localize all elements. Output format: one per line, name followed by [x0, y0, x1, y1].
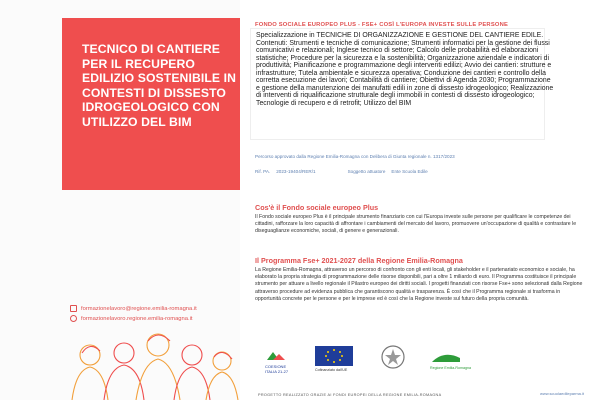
left-panel: [0, 0, 240, 400]
logos-bar: [255, 330, 585, 390]
svg-text:ITALIA 21-27: ITALIA 21-27: [265, 369, 289, 374]
title-box: [62, 18, 240, 190]
footer-note: PROGETTO REALIZZATO GRAZIE AI FONDI EUROPEI DELLA REGIONE EMILIA-ROMAGNA: [258, 393, 442, 397]
mail-icon: [70, 305, 77, 312]
emilia-romagna-logo: [430, 348, 471, 372]
soggetto-label: Soggetto attuatore: [347, 169, 386, 174]
rif-pa-label: Rif. PA.: [255, 169, 271, 174]
svg-text:COESIONE: COESIONE: [265, 364, 287, 369]
email-contact[interactable]: [70, 305, 197, 312]
rif-pa-row: [255, 169, 428, 174]
italian-republic-emblem: [380, 344, 406, 374]
right-panel: [240, 0, 600, 400]
approval-text: Percorso approvato dalla Regione Emilia-Romagna con Delibera di Giunta regionale n. 1317/2023: [255, 154, 455, 159]
email-text[interactable]: formazionelavoro@regione.emilia-romagna.it: [81, 305, 197, 312]
eu-flag-icon: [315, 346, 353, 372]
rif-pa-value: 2023-19404/RER/1: [276, 169, 316, 174]
fund-slogan: COSÌ L'EUROPA INVESTE SULLE PERSONE: [379, 22, 509, 28]
course-title: TECNICO DI CANTIERE PER IL RECUPERO EDILIZIO SOSTENIBILE IN CONTESTI DI DISSESTO IDROGEOLOGICO CON UTILIZZO DEL BIM: [82, 42, 236, 129]
footer-url[interactable]: www.scuolaedileparma.it: [540, 391, 585, 396]
website-text[interactable]: formazionelavoro.regione.emilia-romagna.it: [81, 315, 193, 322]
fund-name: FONDO SOCIALE EUROPEO PLUS - FSE+: [255, 22, 378, 28]
section-fse-title: Cos'è il Fondo sociale europeo Plus: [255, 203, 379, 212]
specialization-text: Specializzazione in TECNICHE DI ORGANIZZAZIONE E GESTIONE DEL CANTIERE EDILE. Contenuti: Strumenti e tecniche di comunicazione; Strumenti informatici per la gestione dei flussi comunicativi e relazionali; Inglese tecnico di settore; Calcolo delle probabilità ed elaborazioni statistiche; Procedure per la sicurezza e la sostenibilità; Organizzazione aziendale e indicatori di produttività; Pianificazione e programmazione degli interventi edilizi; Avvio dei cantieri: strutture e infrastrutture; Tutela ambientale e sicurezza operativa; Conduzione dei cantieri e controllo della corretta esecuzione dei lavori; Contabilità di cantiere; Obiettivi di Agenda 2030; Programmazione e gestione della manutenzione dei manufatti edili in zone di dissesto idrogeologico; Realizzazione di interventi di riqualificazione strutturale degli immobili in contesti di dissesto idrogeologico; Tecnologie di recupero e di retrofit; Utilizzo del BIM: [256, 32, 554, 107]
coesione-logo: [263, 346, 299, 376]
section-programma-title: Il Programma Fse+ 2021-2027 della Regione Emilia-Romagna: [255, 256, 463, 265]
section-programma-body: La Regione Emilia-Romagna, attraverso un percorso di confronto con gli enti locali, gli stakeholder e il partenariato economico e sociale, ha elaborato la propria strategia di programmazione delle risorse disponibili, pari a oltre 1 miliardo di euro. Il Programma costituisce il principale strumento per attuare a livello regionale il Pilastro europeo dei diritti sociali. I progetti finanziati con risorse Fse+ sono selezionati dalla Regione attraverso procedure ad evidenza pubblica che garantiscono qualità e trasparenza. È così che il Programma regionale si trasforma in opportunità concrete per le persone e per le imprese ed è così che la Regione investe sul futuro della propria comunità.: [255, 267, 583, 302]
svg-text:Cofinanziato dall'UE: Cofinanziato dall'UE: [315, 368, 348, 372]
soggetto-value: Ente Scuola Edile: [391, 169, 428, 174]
section-fse-body: Il Fondo sociale europeo Plus è il principale strumento finanziario con cui l'Europa investe sulle persone per qualificare le competenze dei cittadini, rafforzare la loro capacità di affrontare i cambiamenti del mercato del lavoro, promuovere un'occupazione di qualità e contrastare le diseguaglianze economiche, sociali, di genere e generazionali.: [255, 214, 577, 235]
svg-text:Regione Emilia-Romagna: Regione Emilia-Romagna: [430, 366, 471, 370]
people-illustration: [62, 315, 240, 400]
